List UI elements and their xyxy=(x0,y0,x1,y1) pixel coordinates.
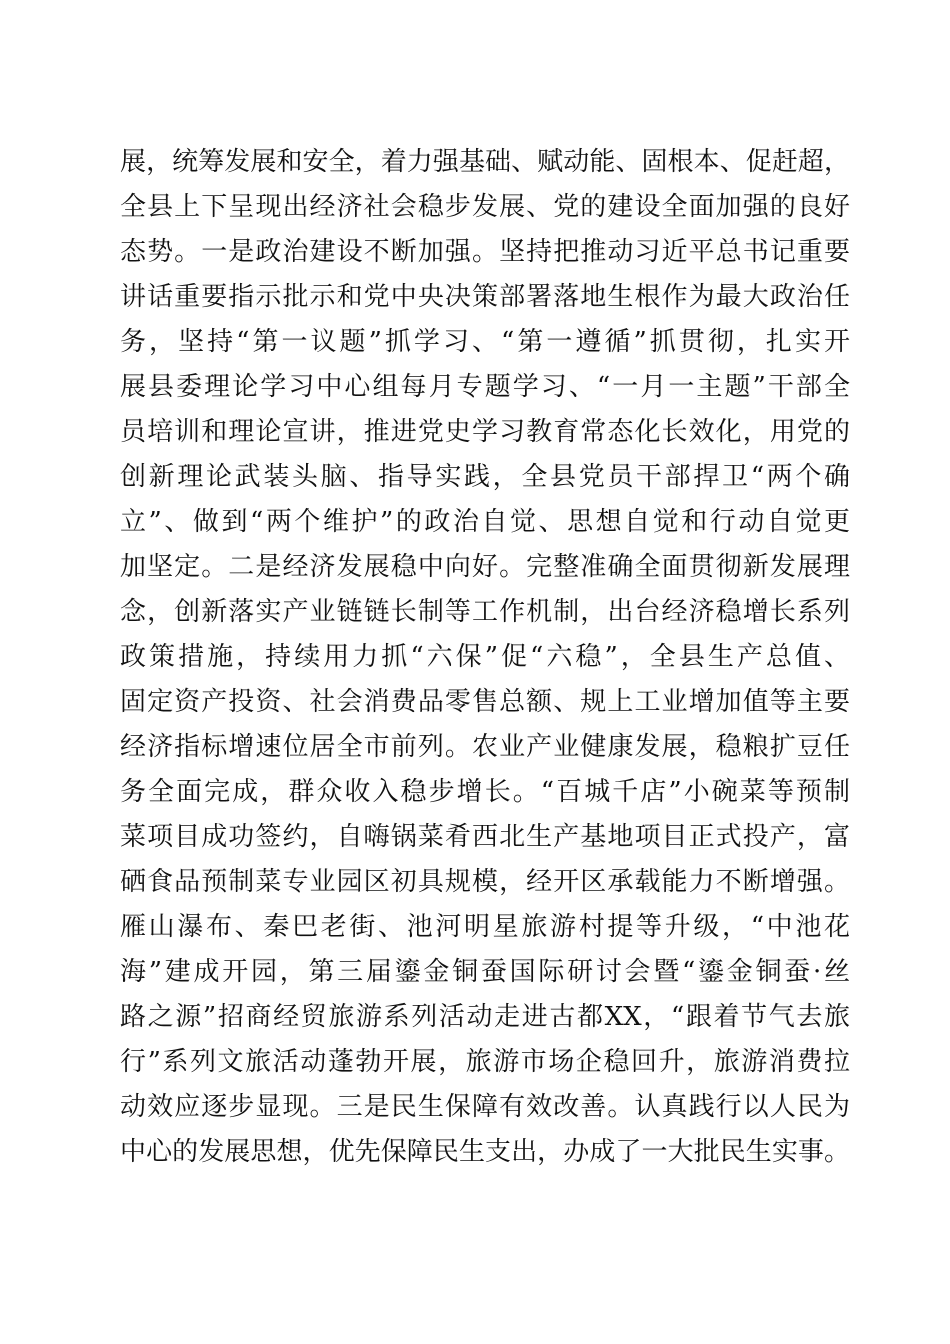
text-line: 态势。一是政治建设不断加强。坚持把推动习近平总书记重要 xyxy=(120,237,850,267)
text-line: 务，坚持“第一议题”抓学习、“第一遵循”抓贯彻，扎实开 xyxy=(120,327,850,357)
text-line: 动效应逐步显现。三是民生保障有效改善。认真践行以人民为 xyxy=(120,1092,850,1122)
text-line: 务全面完成，群众收入稳步增长。“百城千店”小碗菜等预制 xyxy=(120,777,850,807)
text-line: 固定资产投资、社会消费品零售总额、规上工业增加值等主要 xyxy=(120,687,850,717)
text-line: 加坚定。二是经济发展稳中向好。完整准确全面贯彻新发展理 xyxy=(120,552,850,582)
text-line: 经济指标增速位居全市前列。农业产业健康发展，稳粮扩豆任 xyxy=(120,732,850,762)
text-line: 展县委理论学习中心组每月专题学习、“一月一主题”干部全 xyxy=(120,372,850,402)
text-line: 展，统筹发展和安全，着力强基础、赋动能、固根本、促赶超， xyxy=(120,147,850,177)
text-line: 讲话重要指示批示和党中央决策部署落地生根作为最大政治任 xyxy=(120,282,850,312)
text-line: 政策措施，持续用力抓“六保”促“六稳”，全县生产总值、 xyxy=(120,642,850,672)
text-line: 全县上下呈现出经济社会稳步发展、党的建设全面加强的良好 xyxy=(120,192,850,222)
body-text xyxy=(120,140,850,1175)
text-line: 中心的发展思想，优先保障民生支出，办成了一大批民生实事。 xyxy=(120,1137,850,1167)
text-line: 创新理论武装头脑、指导实践，全县党员干部捍卫“两个确 xyxy=(120,462,850,492)
text-line: 念，创新落实产业链链长制等工作机制，出台经济稳增长系列 xyxy=(120,597,850,627)
text-line: 行”系列文旅活动蓬勃开展，旅游市场企稳回升，旅游消费拉 xyxy=(120,1047,850,1077)
text-line: 立”、做到“两个维护”的政治自觉、思想自觉和行动自觉更 xyxy=(120,507,850,537)
text-line: 员培训和理论宣讲，推进党史学习教育常态化长效化，用党的 xyxy=(120,417,850,447)
text-line: 菜项目成功签约，自嗨锅菜肴西北生产基地项目正式投产，富 xyxy=(120,822,850,852)
text-line: 路之源”招商经贸旅游系列活动走进古都XX，“跟着节气去旅 xyxy=(120,1002,850,1032)
text-line: 雁山瀑布、秦巴老街、池河明星旅游村提等升级，“中池花 xyxy=(120,912,850,942)
text-line: 海”建成开园，第三届鎏金铜蚕国际研讨会暨“鎏金铜蚕·丝 xyxy=(120,957,850,987)
text-line: 硒食品预制菜专业园区初具规模，经开区承载能力不断增强。 xyxy=(120,867,850,897)
